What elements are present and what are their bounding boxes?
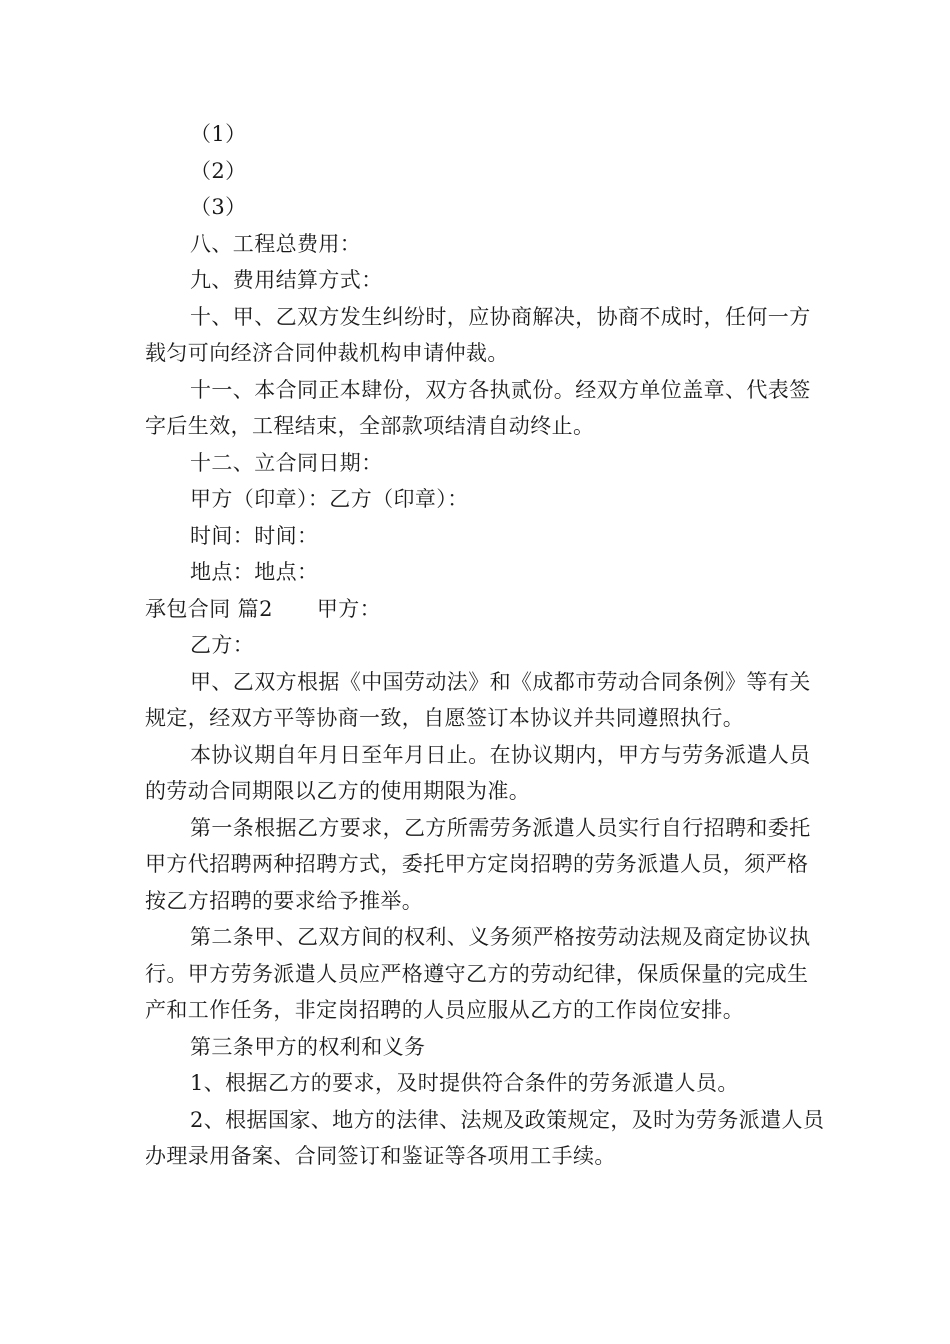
clause-total-cost: 八、工程总费用： — [190, 231, 362, 256]
article-3-item-2: 2、根据国家、地方的法律、法规及政策规定，及时为劳务派遣人员办理录用备案、合同签订和鉴证等各项用工手续。 — [145, 1107, 825, 1168]
intro-paragraph: 甲、乙双方根据《中国劳动法》和《成都市劳动合同条例》等有关规定，经双方平等协商一致，自愿签订本协议并共同遵照执行。 — [145, 669, 811, 730]
clause-copies: 十一、本合同正本肆份，双方各执贰份。经双方单位盖章、代表签字后生效，工程结束，全部款项结清自动终止。 — [145, 377, 811, 438]
seal-line: 甲方（印章）：乙方（印章）： — [190, 487, 469, 511]
clause-dispute: 十、甲、乙双方发生纠纷时，应协商解决，协商不成时，任何一方载匀可向经济合同仲裁机构申请仲裁。 — [145, 304, 811, 365]
section-title: 承包合同 篇2 — [145, 596, 273, 621]
place-line: 地点：地点： — [190, 560, 319, 584]
article-3-title: 第三条甲方的权利和义务 — [190, 1034, 426, 1059]
article-3-item-1: 1、根据乙方的要求，及时提供符合条件的劳务派遣人员。 — [190, 1071, 739, 1095]
clause-date: 十二、立合同日期： — [190, 450, 383, 475]
list-item: （2） — [190, 158, 247, 183]
party-b-label: 乙方： — [190, 633, 255, 657]
list-item: （3） — [190, 195, 247, 219]
section-heading — [145, 591, 825, 628]
time-line: 时间：时间： — [190, 523, 319, 548]
document-body — [145, 116, 825, 1175]
party-a-label: 甲方： — [316, 596, 382, 621]
article-1: 第一条根据乙方要求，乙方所需劳务派遣人员实行自行招聘和委托甲方代招聘两种招聘方式，委托甲方定岗招聘的劳务派遣人员，须严格按乙方招聘的要求给予推举。 — [145, 815, 811, 913]
term-paragraph: 本协议期自年月日至年月日止。在协议期内，甲方与劳务派遣人员的劳动合同期限以乙方的使用期限为准。 — [145, 742, 811, 803]
clause-settlement: 九、费用结算方式： — [190, 268, 383, 292]
article-2: 第二条甲、乙双方间的权利、义务须严格按劳动法规及商定协议执行。甲方劳务派遣人员应严格遵守乙方的劳动纪律，保质保量的完成生产和工作任务，非定岗招聘的人员应服从乙方的工作岗位安排。 — [145, 925, 811, 1022]
list-item: （1） — [190, 122, 247, 146]
